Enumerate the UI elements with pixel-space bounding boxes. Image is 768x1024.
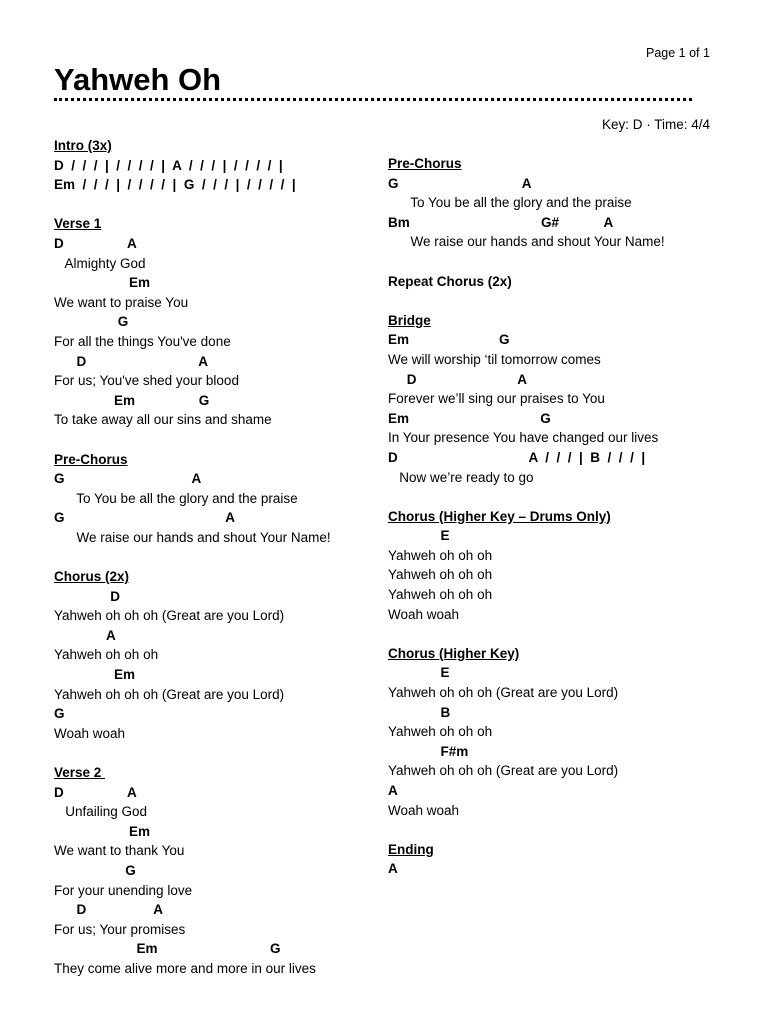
right-column <box>388 154 728 879</box>
chord-line: D A <box>54 902 164 918</box>
lyric-line: We want to thank You <box>54 843 185 859</box>
section-heading: Pre-Chorus <box>388 156 462 171</box>
lyric-line: For your unending love <box>54 882 193 898</box>
chord-line: Em G <box>388 332 510 348</box>
chord-line: G <box>54 706 65 722</box>
lyric-line: To You be all the glory and the praise <box>54 490 298 506</box>
chord-line: Em G <box>54 941 281 957</box>
section-heading: Chorus (2x) <box>54 569 130 585</box>
lyric-line: Yahweh oh oh oh <box>388 587 493 603</box>
lyric-line: Yahweh oh oh oh (Great are you Lord) <box>388 685 619 701</box>
lyric-line: To You be all the glory and the praise <box>388 195 632 211</box>
lyric-line: Yahweh oh oh oh (Great are you Lord) <box>54 608 285 624</box>
chord-line: G A <box>54 510 236 526</box>
chord-line: G <box>54 314 129 330</box>
lyric-line: Yahweh oh oh oh <box>388 547 493 563</box>
chord-line: Em <box>54 275 151 291</box>
chord-line: E <box>388 665 450 681</box>
blank-line <box>54 547 374 567</box>
chord-line: D A / / / | B / / / | <box>388 449 646 465</box>
section-heading: Chorus (Higher Key) <box>388 645 520 661</box>
lyric-line: We will worship ‘til tomorrow comes <box>388 351 601 367</box>
chord-line: A <box>388 783 398 798</box>
lyric-line: We raise our hands and shout Your Name! <box>388 234 665 250</box>
chord-line: Em G <box>388 410 551 426</box>
lyric-line: We raise our hands and shout Your Name! <box>54 529 331 545</box>
chord-line: D A <box>54 235 137 251</box>
chord-line: Em G <box>54 392 210 408</box>
chord-line: G A <box>388 175 532 191</box>
lyric-line: In Your presence You have changed our lives <box>388 430 659 446</box>
section-heading: Intro (3x) <box>54 138 112 153</box>
chord-line: B <box>388 704 451 720</box>
section-heading: Verse 1 <box>54 216 102 232</box>
lyric-line: Woah woah <box>54 725 126 741</box>
chord-line: D A <box>54 784 137 800</box>
song-key-time: Key: D · Time: 4/4 <box>601 117 710 132</box>
lyric-line: Yahweh oh oh oh (Great are you Lord) <box>388 763 619 779</box>
lyric-line: Almighty God <box>54 255 146 271</box>
dotted-divider <box>54 98 692 101</box>
blank-line <box>54 743 374 763</box>
chord-line: Em <box>54 667 136 683</box>
left-column <box>54 136 374 979</box>
lyric-line: For us; Your promises <box>54 921 186 937</box>
chord-line: D / / / | / / / / | A / / / | / / / / | <box>54 157 283 173</box>
lyric-line: Yahweh oh oh oh <box>388 567 493 583</box>
section-heading: Bridge <box>388 312 431 328</box>
lyric-line: To take away all our sins and shame <box>54 412 272 428</box>
lyric-line: For all the things You've done <box>54 333 231 349</box>
lyric-line: For us; You've shed your blood <box>54 373 239 389</box>
blank-line <box>388 487 728 507</box>
lyric-line: Yahweh oh oh oh (Great are you Lord) <box>54 686 285 702</box>
chord-line: Bm G# A <box>388 214 614 230</box>
chord-line: A <box>54 627 116 643</box>
blank-line <box>54 430 374 450</box>
blank-line <box>388 820 728 840</box>
blank-line <box>388 624 728 644</box>
lyric-line: Yahweh oh oh oh <box>54 647 159 663</box>
section-heading: Pre-Chorus <box>54 451 128 467</box>
blank-line <box>388 252 728 272</box>
chord-line: D A <box>388 371 528 387</box>
chord-line: D A <box>54 353 209 369</box>
chord-line: G A <box>54 471 202 487</box>
lyric-line: Now we’re ready to go <box>388 469 534 485</box>
chord-line: A <box>388 861 398 877</box>
chord-line: E <box>388 528 450 544</box>
blank-line <box>54 195 374 215</box>
lyric-line: Yahweh oh oh oh <box>388 724 493 740</box>
section-heading: Chorus (Higher Key – Drums Only) <box>388 508 611 524</box>
section-heading: Ending <box>388 841 434 857</box>
lyric-line: Forever we’ll sing our praises to You <box>388 391 605 407</box>
chord-line: F#m <box>388 743 469 759</box>
chord-line: Em <box>54 823 151 839</box>
song-title: Yahweh Oh <box>54 62 222 97</box>
lyric-line: We want to praise You <box>54 294 189 310</box>
chord-line: G <box>54 862 136 878</box>
lyric-line: Woah woah <box>388 606 460 622</box>
page-number: Page 1 of 1 <box>646 46 710 60</box>
section-note: Repeat Chorus (2x) <box>388 273 512 289</box>
lyric-line: Unfailing God <box>54 804 148 820</box>
chord-line: Em / / / | / / / / | G / / / | / / / / | <box>54 177 296 193</box>
lyric-line: Woah woah <box>388 802 460 818</box>
chord-line: D <box>54 588 121 604</box>
lyric-line: They come alive more and more in our lives <box>54 960 316 976</box>
blank-line <box>388 291 728 311</box>
section-heading: Verse 2 <box>54 765 106 780</box>
